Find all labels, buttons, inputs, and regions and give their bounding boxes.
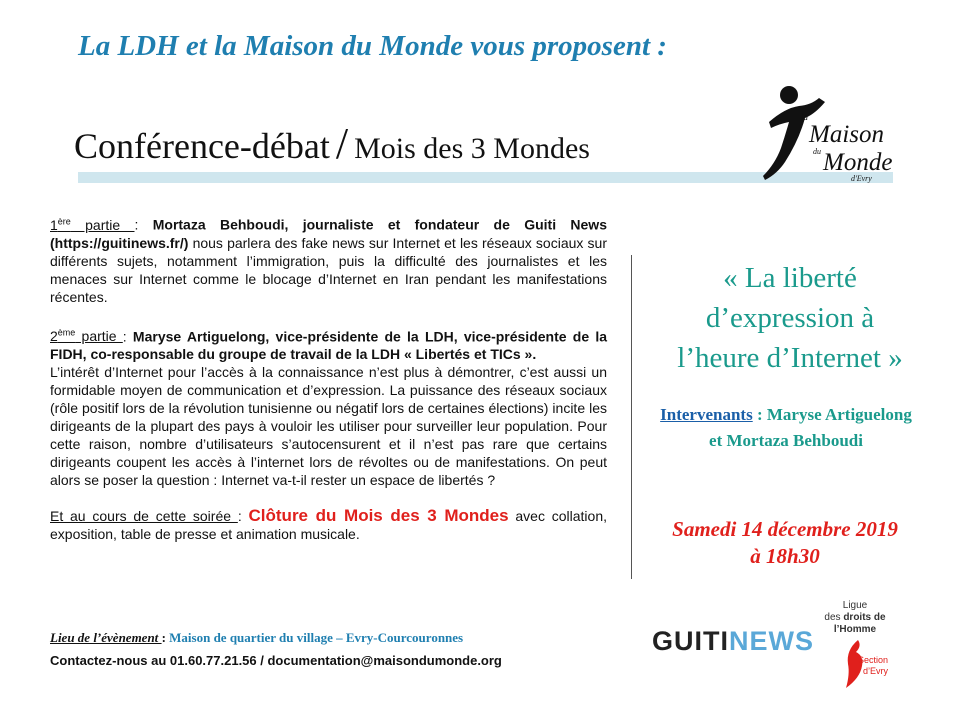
maison-du-monde-logo <box>755 84 893 184</box>
speakers-block: Intervenants : Maryse Artiguelong et Mortaza Behboudi <box>660 405 912 450</box>
soiree-label: Et au cours de cette soirée <box>50 508 238 525</box>
column-divider <box>631 255 632 579</box>
date-line: Samedi 14 décembre 2019 <box>672 517 898 541</box>
title-separator: / <box>335 119 349 168</box>
part2-speaker: Maryse Artiguelong, vice-présidente de la LDH, vice-présidente de la FIDH, co-responsable du groupe de travail de la LDH « Libertés et TICs ». <box>50 328 608 363</box>
logo-evry: d'Evry <box>851 174 872 183</box>
soiree-paragraph: Et au cours de cette soirée : Clôture du Mois des 3 Mondes avec collation, exposition, table de presse et animation musicale. <box>50 506 607 543</box>
location-label: Lieu de l’évènement <box>50 630 162 645</box>
part1-description: nous parlera des fake news sur Internet et les réseaux sociaux sur différents sujets, notamment l’immigration, puis la difficulté des journalistes et les menaces sur Internet comme le blocage d’Internet en Iran pendant les manifestations récentes. <box>50 234 607 305</box>
part2-label: 2ème partie <box>50 327 123 345</box>
speakers-label: Intervenants <box>660 405 753 424</box>
title-mois: Mois des 3 Mondes <box>354 132 590 165</box>
title-conference: Conférence-débat <box>74 126 330 166</box>
ldh-line-3: l’Homme <box>833 624 877 635</box>
event-location: Lieu de l’évènement : Maison de quartier du village – Evry-Courcouronnes <box>50 630 464 645</box>
guiti-news-logo: GUITINEWS <box>652 626 814 656</box>
quote-line-1: « La liberté <box>723 262 857 294</box>
part1-label: 1ère partie <box>50 216 135 233</box>
time-line: à 18h30 <box>750 544 820 568</box>
program-text <box>50 212 607 543</box>
part2-heading: 2ème partie : Maryse Artiguelong, vice-présidente de la LDH, vice-présidente de la FIDH, co-responsable du groupe de travail de la LDH « Libertés et TICs ». <box>50 327 608 363</box>
speakers-names: Maryse Artiguelong et Mortaza Behboudi <box>709 405 912 450</box>
conference-quote <box>640 258 940 378</box>
ldh-evry: d’Evry <box>862 666 888 676</box>
location-value: Maison de quartier du village – Evry-Courcouronnes <box>169 630 464 645</box>
ldh-section: Section <box>857 655 888 665</box>
intro-heading: La LDH et la Maison du Monde vous proposent : <box>78 30 667 62</box>
quote-line-2: d’expression à <box>705 302 875 334</box>
contact-line: Contactez-nous au 01.60.77.21.56 / documentation@maisondumonde.org <box>50 653 502 668</box>
logo-la: la <box>801 112 809 122</box>
quote-line-3: l’heure d’Internet » <box>677 342 903 374</box>
ldh-logo <box>808 596 888 696</box>
part2-description: L’intérêt d’Internet pour l’accès à la connaissance n’est plus à démontrer, c’est aussi un formidable moyen de communication et d’expression. La puissance des réseaux sociaux (rôle positif lors de la révolution tunisienne ou négatif lors de certaines élections) incite les dirigeants de la plupart des pays à vouloir les utiliser pour surveiller leur population. Pour cette raison, nombre d’utilisateurs s’autocensurent et il n’est pas rare que certains dirigeants coupent les accès à l’internet lors de révoltes ou de manifestations. On peut alors se poser la question : Internet va-t-il rester un espace de libertés ? <box>50 364 607 489</box>
soiree-description: avec collation, exposition, table de presse et animation musicale. <box>50 508 607 543</box>
page-title <box>74 118 590 169</box>
logo-figure-head <box>780 86 798 104</box>
logo-maison: Maison <box>809 121 884 148</box>
ldh-line-2: des droits de <box>824 612 886 623</box>
logo-monde: Monde <box>823 149 893 176</box>
logo-du: du <box>813 147 821 156</box>
part1-speaker: Mortaza Behboudi, journaliste et fondateur de Guiti News (https://guitinews.fr/) <box>50 216 607 251</box>
cloture-highlight: Clôture du Mois des 3 Mondes <box>248 506 509 526</box>
part1-paragraph: 1ère partie : Mortaza Behboudi, journaliste et fondateur de Guiti News (https://guitinews.fr/) nous parlera des fake news sur Internet et les réseaux sociaux sur différents sujets, notamment l’immigration, puis la difficulté des journalistes et les menaces sur Internet comme le blocage d’Internet en Iran pendant les manifestations récentes. <box>50 216 607 305</box>
ldh-line-1: Ligue <box>842 600 868 611</box>
event-date <box>640 516 930 570</box>
